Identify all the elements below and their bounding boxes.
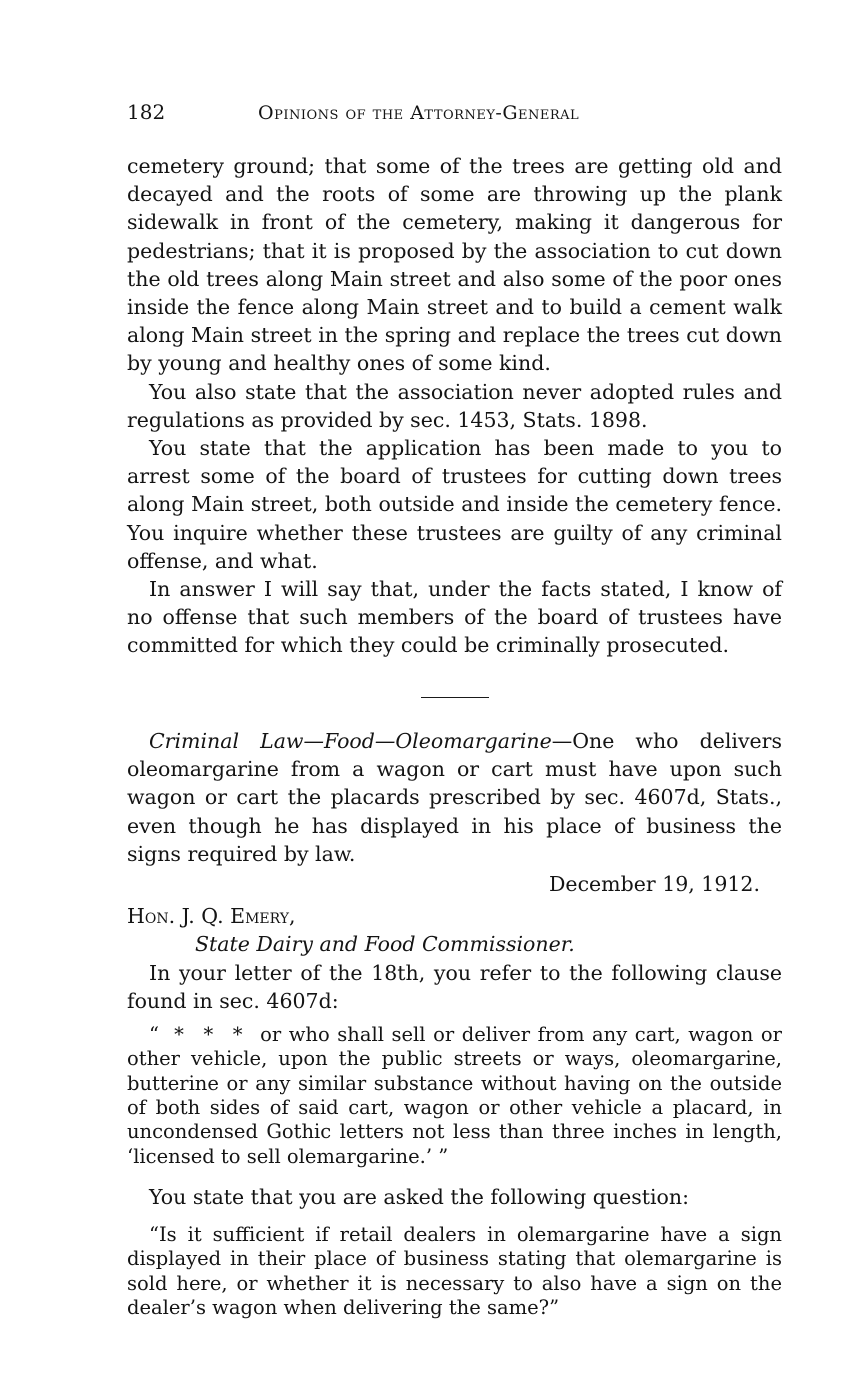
syllabus <box>127 727 782 868</box>
statute-quote <box>127 1023 782 1169</box>
question-quote: “Is it sufficient if retail dealers in olemargarine have a sign displayed in their place of business stating that olemargarine is sold here, or whether it is necessary to also have a sign on the dealer’s wagon when delivering the same?” <box>127 1223 782 1319</box>
quote-open-mark: “ <box>149 1023 159 1047</box>
addressee-name: Hon. J. Q. Emery, <box>127 904 296 929</box>
body-paragraph: You state that you are asked the following question: <box>149 1184 689 1209</box>
quote-text: or who shall sell or deliver from any cart, wagon or other vehicle, upon the public streets or ways, oleomargarine, butterine or any similar substance without having on the outside of both sides of said cart, wagon or other vehicle a placard, in uncondensed Gothic letters not less than three inches in length, ‘licensed to sell olemargarine.’ ” <box>127 1023 782 1168</box>
body-paragraph: You also state that the association never adopted rules and regulations as provided by sec. 1453, Stats. 1898. <box>127 379 782 432</box>
syllabus-text: —One who delivers oleomargarine from a wagon or cart must have upon such wagon or cart the placards prescribed by sec. 4607d, Stats., even though he has displayed in his place of business the signs required by law. <box>127 729 782 866</box>
opinion-continuation <box>127 152 782 660</box>
body-paragraph: You state that the application has been made to you to arrest some of the board of trustees for cutting down trees along Main street, both outside and inside the cemetery fence. You inquire whether these trustees are guilty of any criminal offense, and what. <box>127 436 782 573</box>
section-divider <box>421 697 489 698</box>
body-paragraph: In your letter of the 18th, you refer to the following clause found in sec. 4607d: <box>127 960 782 1013</box>
opinion-date: December 19, 1912. <box>549 872 760 897</box>
page-header <box>127 100 647 132</box>
body-paragraph: In answer I will say that, under the facts stated, I know of no offense that such members of the board of trustees have committed for which they could be criminally prosecuted. <box>127 577 782 658</box>
body-paragraph: cemetery ground; that some of the trees are getting old and decayed and the roots of some are throwing up the plank sidewalk in front of the cemetery, making it dangerous for pedestrians; that it is proposed by the association to cut down the old trees along Main street and also some of the poor ones inside the fence along Main street and to build a cement walk along Main street in the spring and replace the trees cut down by young and healthy ones of some kind. <box>127 154 782 376</box>
addressee-title: State Dairy and Food Commissioner. <box>195 932 575 957</box>
ellipsis-stars: * * * <box>174 1023 249 1047</box>
opinion-oleomargarine <box>127 727 782 1320</box>
page-number: 182 <box>127 100 166 124</box>
running-title: Opinions of the Attorney-General <box>258 102 580 124</box>
syllabus-heading: Criminal Law—Food—Oleomargarine <box>149 729 552 753</box>
